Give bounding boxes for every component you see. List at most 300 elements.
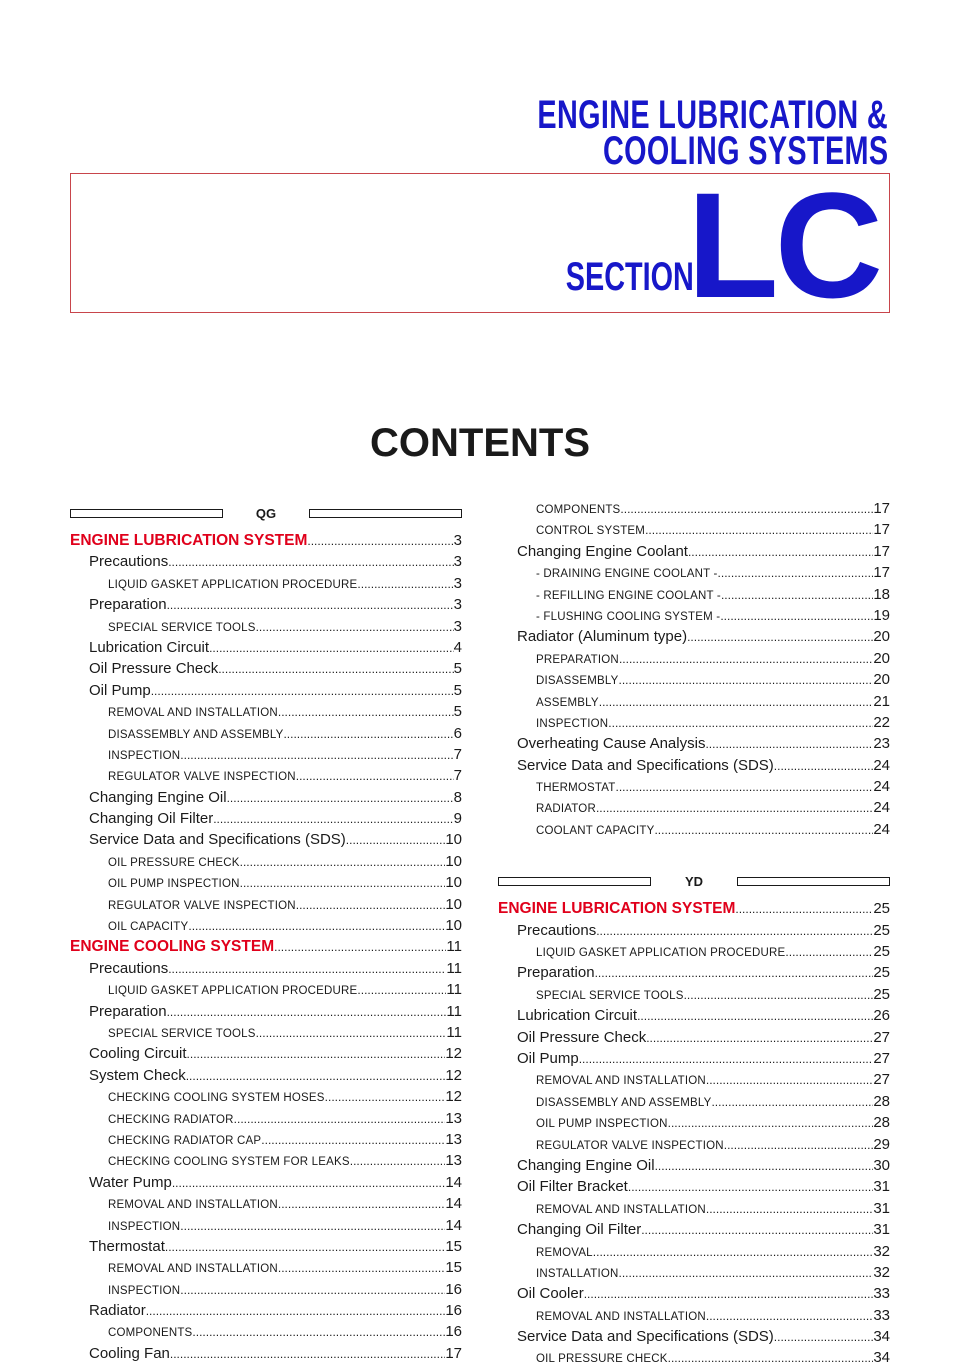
toc-section-entry[interactable] bbox=[70, 1238, 462, 1259]
dot-leader bbox=[167, 598, 454, 612]
toc-subsection-entry[interactable] bbox=[498, 1349, 890, 1370]
toc-entry-title: REMOVAL AND INSTALLATION bbox=[108, 707, 278, 720]
toc-page-number: 32 bbox=[873, 1263, 890, 1281]
toc-page-number: 10 bbox=[445, 852, 462, 870]
manual-title-line-1: ENGINE LUBRICATION & bbox=[537, 93, 888, 137]
dot-leader bbox=[645, 523, 873, 537]
toc-section-entry[interactable] bbox=[70, 1067, 462, 1088]
toc-entry-title: LIQUID GASKET APPLICATION PROCEDURE bbox=[108, 578, 358, 591]
toc-page-number: 16 bbox=[445, 1302, 462, 1320]
dot-leader bbox=[774, 1330, 874, 1344]
dot-leader bbox=[785, 945, 873, 959]
toc-section-entry[interactable] bbox=[70, 831, 462, 852]
toc-subsection-entry[interactable] bbox=[498, 799, 890, 820]
toc-page-number: 11 bbox=[446, 981, 462, 999]
toc-subsection-entry[interactable] bbox=[498, 821, 890, 842]
toc-section-entry[interactable] bbox=[70, 660, 462, 681]
toc-section-entry[interactable] bbox=[70, 1345, 462, 1366]
dot-leader bbox=[296, 898, 446, 912]
dot-leader bbox=[278, 705, 454, 719]
toc-subsection-entry[interactable] bbox=[498, 1264, 890, 1285]
dot-leader bbox=[687, 630, 873, 644]
toc-subsection-entry[interactable] bbox=[498, 714, 890, 735]
toc-subsection-entry[interactable] bbox=[70, 725, 462, 746]
toc-page-number: 4 bbox=[453, 638, 462, 656]
toc-subsection-entry[interactable] bbox=[70, 853, 462, 874]
engine-group-label: QG bbox=[255, 505, 277, 521]
toc-entry-title: CHECKING COOLING SYSTEM HOSES bbox=[108, 1092, 325, 1105]
dot-leader bbox=[256, 1026, 447, 1040]
toc-page-number: 24 bbox=[873, 820, 890, 838]
toc-page-number: 33 bbox=[873, 1285, 890, 1303]
dot-leader bbox=[240, 876, 446, 890]
dot-leader bbox=[165, 1240, 445, 1254]
dot-leader bbox=[180, 748, 453, 762]
toc-section-entry[interactable] bbox=[498, 735, 890, 756]
dot-leader bbox=[168, 962, 446, 976]
toc-section-entry[interactable] bbox=[498, 922, 890, 943]
toc-section-entry[interactable] bbox=[70, 789, 462, 810]
dot-leader bbox=[593, 1245, 874, 1259]
toc-page-number: 34 bbox=[873, 1328, 890, 1346]
toc-entry-title: Lubrication Circuit bbox=[89, 638, 210, 656]
toc-subsection-entry[interactable] bbox=[70, 1024, 462, 1045]
toc-page-number: 12 bbox=[445, 1045, 462, 1063]
toc-entry-title: Lubrication Circuit bbox=[517, 1007, 638, 1025]
toc-page-number: 8 bbox=[453, 788, 462, 806]
toc-page-number: 25 bbox=[873, 900, 890, 918]
toc-page-number: 31 bbox=[873, 1221, 890, 1239]
toc-page-number: 7 bbox=[453, 767, 462, 785]
header-rule bbox=[498, 877, 651, 886]
toc-entry-title: INSPECTION bbox=[536, 717, 609, 730]
dot-leader bbox=[278, 1261, 445, 1275]
toc-entry-title: REMOVAL AND INSTALLATION bbox=[536, 1203, 706, 1216]
toc-page-number: 31 bbox=[873, 1199, 890, 1217]
toc-entry-title: Precautions bbox=[89, 553, 169, 571]
dot-leader bbox=[172, 1176, 446, 1190]
toc-entry-title: Precautions bbox=[89, 959, 169, 977]
toc-page-number: 13 bbox=[445, 1109, 462, 1127]
toc-page-number: 5 bbox=[453, 703, 462, 721]
toc-chapter-entry[interactable] bbox=[498, 900, 890, 921]
toc-entry-title: Oil Pump bbox=[89, 681, 151, 699]
toc-entry-title: Overheating Cause Analysis bbox=[517, 735, 706, 753]
toc-entry-title: OIL PRESSURE CHECK bbox=[536, 1353, 668, 1366]
toc-entry-title: Changing Engine Oil bbox=[517, 1156, 655, 1174]
toc-entry-title: COMPONENTS bbox=[108, 1327, 193, 1340]
dot-leader bbox=[168, 555, 453, 569]
dot-leader bbox=[180, 1219, 445, 1233]
toc-page-number: 10 bbox=[445, 917, 462, 935]
toc-entry-title: DISASSEMBLY AND ASSEMBLY bbox=[536, 1096, 712, 1109]
dot-leader bbox=[180, 1283, 445, 1297]
toc-subsection-entry[interactable] bbox=[70, 1281, 462, 1302]
dot-leader bbox=[170, 1347, 445, 1361]
dot-leader bbox=[620, 502, 873, 516]
toc-section-entry[interactable] bbox=[70, 1003, 462, 1024]
toc-subsection-entry[interactable] bbox=[498, 693, 890, 714]
toc-entry-title: REMOVAL AND INSTALLATION bbox=[536, 1310, 706, 1323]
dot-leader bbox=[688, 545, 873, 559]
toc-section-entry[interactable] bbox=[498, 1157, 890, 1178]
toc-entry-title: CHECKING RADIATOR bbox=[108, 1113, 234, 1126]
toc-page-number: 13 bbox=[445, 1130, 462, 1148]
toc-section-entry[interactable] bbox=[70, 596, 462, 617]
toc-subsection-entry[interactable] bbox=[70, 1217, 462, 1238]
toc-entry-title: ENGINE LUBRICATION SYSTEM bbox=[70, 532, 308, 549]
toc-section-entry[interactable] bbox=[70, 960, 462, 981]
toc-entry-title: SPECIAL SERVICE TOOLS bbox=[108, 621, 256, 634]
toc-subsection-entry[interactable] bbox=[70, 1088, 462, 1109]
toc-entry-title: Radiator bbox=[89, 1302, 146, 1320]
toc-subsection-entry[interactable] bbox=[70, 981, 462, 1002]
toc-entry-title: CHECKING COOLING SYSTEM FOR LEAKS bbox=[108, 1156, 350, 1169]
toc-entry-title: DISASSEMBLY AND ASSEMBLY bbox=[108, 728, 284, 741]
toc-page-number: 34 bbox=[873, 1349, 890, 1367]
toc-page-number: 3 bbox=[453, 532, 462, 549]
toc-entry-title: LIQUID GASKET APPLICATION PROCEDURE bbox=[108, 985, 358, 998]
toc-page-number: 18 bbox=[873, 585, 890, 603]
toc-subsection-entry[interactable] bbox=[498, 671, 890, 692]
toc-subsection-entry[interactable] bbox=[498, 1243, 890, 1264]
toc-subsection-entry[interactable] bbox=[498, 586, 890, 607]
toc-page-number: 27 bbox=[873, 1049, 890, 1067]
toc-section-entry[interactable] bbox=[70, 1045, 462, 1066]
toc-subsection-entry[interactable] bbox=[498, 500, 890, 521]
toc-subsection-entry[interactable] bbox=[70, 874, 462, 895]
toc-subsection-entry[interactable] bbox=[498, 1307, 890, 1328]
toc-entry-title: Oil Pump bbox=[517, 1049, 579, 1067]
toc-entry-title: - DRAINING ENGINE COOLANT - bbox=[536, 568, 718, 581]
toc-subsection-entry[interactable] bbox=[498, 943, 890, 964]
toc-page-number: 12 bbox=[445, 1066, 462, 1084]
toc-page-number: 25 bbox=[873, 985, 890, 1003]
dot-leader bbox=[278, 1197, 445, 1211]
toc-entry-title: ENGINE LUBRICATION SYSTEM bbox=[498, 900, 736, 918]
dot-leader bbox=[187, 1047, 446, 1061]
toc-page-number: 22 bbox=[873, 713, 890, 731]
dot-leader bbox=[641, 1223, 873, 1237]
toc-entry-title: Preparation bbox=[517, 964, 595, 982]
toc-section-entry[interactable] bbox=[498, 1178, 890, 1199]
toc-entry-title: INSPECTION bbox=[108, 1284, 181, 1297]
dot-leader bbox=[296, 769, 454, 783]
toc-entry-title: Service Data and Specifications (SDS) bbox=[517, 1328, 774, 1346]
toc-subsection-entry[interactable] bbox=[70, 1131, 462, 1152]
toc-subsection-entry[interactable] bbox=[498, 986, 890, 1007]
header-rule bbox=[70, 509, 223, 518]
toc-section-entry[interactable] bbox=[70, 639, 462, 660]
dot-leader bbox=[706, 1309, 873, 1323]
toc-subsection-entry[interactable] bbox=[498, 1114, 890, 1135]
toc-page-number: 11 bbox=[446, 1002, 462, 1020]
toc-section-entry[interactable] bbox=[498, 1285, 890, 1306]
toc-entry-title: Oil Pressure Check bbox=[89, 660, 219, 678]
toc-chapter-entry[interactable] bbox=[70, 532, 462, 553]
toc-page-number: 9 bbox=[453, 810, 462, 828]
toc-page-number: 12 bbox=[445, 1088, 462, 1106]
toc-section-entry[interactable] bbox=[498, 964, 890, 985]
toc-entry-title: COOLANT CAPACITY bbox=[536, 824, 655, 837]
toc-page-number: 25 bbox=[873, 964, 890, 982]
dot-leader bbox=[213, 812, 453, 826]
dot-leader bbox=[579, 1052, 874, 1066]
dot-leader bbox=[616, 780, 874, 794]
dot-leader bbox=[357, 983, 446, 997]
toc-page-number: 7 bbox=[453, 745, 462, 763]
toc-entry-title: Radiator (Aluminum type) bbox=[517, 628, 688, 646]
toc-entry-title: OIL PUMP INSPECTION bbox=[536, 1118, 668, 1131]
toc-entry-title: - REFILLING ENGINE COOLANT - bbox=[536, 589, 721, 602]
toc-page-number: 3 bbox=[453, 596, 462, 614]
toc-page-number: 33 bbox=[873, 1306, 890, 1324]
toc-page-number: 19 bbox=[873, 606, 890, 624]
toc-entry-title: SPECIAL SERVICE TOOLS bbox=[108, 1027, 256, 1040]
toc-chapter-entry[interactable] bbox=[70, 938, 462, 959]
dot-leader bbox=[307, 534, 453, 548]
toc-entry-title: REGULATOR VALVE INSPECTION bbox=[108, 899, 296, 912]
contents-heading: CONTENTS bbox=[370, 421, 590, 465]
toc-page-number: 30 bbox=[873, 1156, 890, 1174]
toc-entry-title: OIL CAPACITY bbox=[108, 921, 189, 934]
toc-page-number: 31 bbox=[873, 1178, 890, 1196]
toc-subsection-entry[interactable] bbox=[498, 1200, 890, 1221]
toc-entry-title: REGULATOR VALVE INSPECTION bbox=[108, 771, 296, 784]
toc-entry-title: INSTALLATION bbox=[536, 1267, 619, 1280]
toc-page-number: 28 bbox=[873, 1114, 890, 1132]
toc-entry-title: THERMOSTAT bbox=[536, 782, 616, 795]
toc-page-number: 16 bbox=[445, 1323, 462, 1341]
dot-leader bbox=[188, 919, 445, 933]
dot-leader bbox=[350, 1154, 446, 1168]
dot-leader bbox=[774, 759, 874, 773]
toc-page-number: 23 bbox=[873, 735, 890, 753]
engine-group-header bbox=[498, 870, 890, 892]
toc-entry-title: Oil Pressure Check bbox=[517, 1028, 647, 1046]
toc-entry-title: OIL PUMP INSPECTION bbox=[108, 878, 240, 891]
dot-leader bbox=[668, 1116, 874, 1130]
dot-leader bbox=[705, 737, 873, 751]
toc-entry-title: Service Data and Specifications (SDS) bbox=[517, 756, 774, 774]
section-code: LC bbox=[687, 161, 879, 329]
toc-page-number: 3 bbox=[453, 617, 462, 635]
toc-subsection-entry[interactable] bbox=[70, 1259, 462, 1280]
dot-leader bbox=[595, 966, 874, 980]
toc-page-number: 32 bbox=[873, 1242, 890, 1260]
toc-section-entry[interactable] bbox=[70, 553, 462, 574]
dot-leader bbox=[721, 588, 873, 602]
toc-page-number: 11 bbox=[446, 1023, 462, 1041]
toc-entry-title: Oil Filter Bracket bbox=[517, 1178, 628, 1196]
toc-page-number: 25 bbox=[873, 921, 890, 939]
dot-leader bbox=[706, 1073, 873, 1087]
dot-leader bbox=[227, 791, 454, 805]
toc-section-entry[interactable] bbox=[70, 810, 462, 831]
toc-subsection-entry[interactable] bbox=[70, 703, 462, 724]
toc-page-number: 29 bbox=[873, 1135, 890, 1153]
toc-section-entry[interactable] bbox=[70, 1302, 462, 1323]
toc-entry-title: INSPECTION bbox=[108, 749, 181, 762]
toc-page-number: 14 bbox=[445, 1216, 462, 1234]
toc-entry-title: Changing Oil Filter bbox=[89, 810, 214, 828]
toc-section-entry[interactable] bbox=[498, 1007, 890, 1028]
toc-entry-title: Cooling Circuit bbox=[89, 1045, 187, 1063]
toc-subsection-entry[interactable] bbox=[70, 1195, 462, 1216]
group-spacer bbox=[498, 842, 890, 868]
toc-section-entry[interactable] bbox=[498, 628, 890, 649]
toc-entry-title: SPECIAL SERVICE TOOLS bbox=[536, 989, 684, 1002]
toc-entry-title: Changing Engine Coolant bbox=[517, 542, 688, 560]
toc-entry-title: COMPONENTS bbox=[536, 504, 621, 516]
toc-section-entry[interactable] bbox=[70, 1174, 462, 1195]
toc-column-left bbox=[70, 500, 462, 1366]
toc-subsection-entry[interactable] bbox=[498, 564, 890, 585]
toc-subsection-entry[interactable] bbox=[498, 1136, 890, 1157]
toc-subsection-entry[interactable] bbox=[70, 1152, 462, 1173]
toc-page-number: 20 bbox=[873, 649, 890, 667]
dot-leader bbox=[646, 1031, 873, 1045]
toc-entry-title: REMOVAL bbox=[536, 1246, 593, 1259]
dot-leader bbox=[261, 1133, 445, 1147]
dot-leader bbox=[724, 1138, 874, 1152]
toc-subsection-entry[interactable] bbox=[498, 607, 890, 628]
toc-subsection-entry[interactable] bbox=[70, 1323, 462, 1344]
dot-leader bbox=[608, 716, 873, 730]
dot-leader bbox=[192, 1325, 445, 1339]
toc-section-entry[interactable] bbox=[498, 1221, 890, 1242]
dot-leader bbox=[167, 1005, 447, 1019]
toc-entry-title: CONTROL SYSTEM bbox=[536, 525, 646, 538]
toc-section-entry[interactable] bbox=[498, 1029, 890, 1050]
toc-entry-title: System Check bbox=[89, 1066, 186, 1084]
toc-entry-title: Cooling Fan bbox=[89, 1344, 170, 1362]
dot-leader bbox=[346, 833, 446, 847]
manual-title-line-2: COOLING SYSTEMS bbox=[602, 129, 888, 173]
toc-page-number: 27 bbox=[873, 1028, 890, 1046]
toc-entry-title: Preparation bbox=[89, 596, 167, 614]
header-rule bbox=[737, 877, 890, 886]
toc-page-number: 15 bbox=[445, 1237, 462, 1255]
toc-page-number: 28 bbox=[873, 1092, 890, 1110]
toc-subsection-entry[interactable] bbox=[498, 521, 890, 542]
toc-page-number: 15 bbox=[445, 1259, 462, 1277]
dot-leader bbox=[655, 1159, 874, 1173]
toc-entry-title: PREPARATION bbox=[536, 653, 619, 666]
toc-subsection-entry[interactable] bbox=[70, 618, 462, 639]
toc-entry-title: REGULATOR VALVE INSPECTION bbox=[536, 1139, 724, 1152]
toc-entry-title: Preparation bbox=[89, 1002, 167, 1020]
toc-page-number: 20 bbox=[873, 628, 890, 646]
toc-page-number: 25 bbox=[873, 943, 890, 961]
toc-entry-title: REMOVAL AND INSTALLATION bbox=[108, 1263, 278, 1276]
toc-entry-title: REMOVAL AND INSTALLATION bbox=[536, 1075, 706, 1088]
toc-subsection-entry[interactable] bbox=[70, 746, 462, 767]
toc-page-number: 11 bbox=[446, 959, 462, 977]
toc-page-number: 24 bbox=[873, 799, 890, 817]
toc-entry-title: Thermostat bbox=[89, 1237, 165, 1255]
dot-leader bbox=[684, 988, 874, 1002]
toc-subsection-entry[interactable] bbox=[498, 650, 890, 671]
toc-page-number: 10 bbox=[445, 874, 462, 892]
toc-page-number: 5 bbox=[453, 660, 462, 678]
toc-subsection-entry[interactable] bbox=[498, 1093, 890, 1114]
toc-section-entry[interactable] bbox=[70, 682, 462, 703]
toc-section-entry[interactable] bbox=[498, 543, 890, 564]
toc-subsection-entry[interactable] bbox=[70, 896, 462, 917]
toc-section-entry[interactable] bbox=[498, 1050, 890, 1071]
dot-leader bbox=[718, 566, 874, 580]
header-rule bbox=[309, 509, 462, 518]
toc-entry-title: OIL PRESSURE CHECK bbox=[108, 856, 240, 869]
section-label: SECTION bbox=[565, 255, 694, 299]
toc-entry-title: Precautions bbox=[517, 921, 597, 939]
toc-entry-title: Service Data and Specifications (SDS) bbox=[89, 831, 346, 849]
toc-page-number: 17 bbox=[873, 500, 890, 517]
toc-subsection-entry[interactable] bbox=[70, 767, 462, 788]
toc-page-number: 13 bbox=[445, 1152, 462, 1170]
toc-page-number: 26 bbox=[873, 1007, 890, 1025]
toc-entry-title: Oil Cooler bbox=[517, 1285, 584, 1303]
toc-page-number: 5 bbox=[453, 681, 462, 699]
toc-entry-title: DISASSEMBLY bbox=[536, 675, 619, 688]
dot-leader bbox=[146, 1304, 446, 1318]
toc-entry-title: RADIATOR bbox=[536, 803, 596, 816]
dot-leader bbox=[357, 577, 453, 591]
dot-leader bbox=[628, 1180, 873, 1194]
toc-entry-title: - FLUSHING COOLING SYSTEM - bbox=[536, 610, 721, 623]
dot-leader bbox=[584, 1287, 874, 1301]
dot-leader bbox=[637, 1009, 873, 1023]
toc-page-number: 16 bbox=[445, 1280, 462, 1298]
dot-leader bbox=[209, 641, 454, 655]
dot-leader bbox=[735, 902, 873, 916]
dot-leader bbox=[599, 695, 874, 709]
dot-leader bbox=[619, 1266, 874, 1280]
toc-page-number: 21 bbox=[873, 692, 890, 710]
toc-column-right bbox=[498, 500, 890, 1371]
dot-leader bbox=[218, 662, 453, 676]
toc-entry-title: ENGINE COOLING SYSTEM bbox=[70, 938, 275, 956]
toc-entry-title: Changing Oil Filter bbox=[517, 1221, 642, 1239]
toc-subsection-entry[interactable] bbox=[70, 1110, 462, 1131]
toc-page-number: 6 bbox=[453, 724, 462, 742]
toc-page-number: 11 bbox=[446, 938, 462, 956]
toc-subsection-entry[interactable] bbox=[498, 1071, 890, 1092]
dot-leader bbox=[283, 727, 453, 741]
toc-section-entry[interactable] bbox=[498, 757, 890, 778]
toc-page-number: 17 bbox=[445, 1344, 462, 1362]
dot-leader bbox=[240, 855, 446, 869]
toc-subsection-entry[interactable] bbox=[498, 778, 890, 799]
dot-leader bbox=[596, 924, 873, 938]
dot-leader bbox=[619, 673, 874, 687]
dot-leader bbox=[256, 620, 454, 634]
dot-leader bbox=[654, 823, 873, 837]
toc-subsection-entry[interactable] bbox=[70, 575, 462, 596]
toc-subsection-entry[interactable] bbox=[70, 917, 462, 938]
dot-leader bbox=[234, 1112, 446, 1126]
toc-entry-title: REMOVAL AND INSTALLATION bbox=[108, 1199, 278, 1212]
dot-leader bbox=[668, 1351, 874, 1365]
toc-page-number: 3 bbox=[453, 574, 462, 592]
toc-entry-title: CHECKING RADIATOR CAP bbox=[108, 1134, 262, 1147]
toc-page-number: 14 bbox=[445, 1173, 462, 1191]
toc-page-number: 17 bbox=[873, 521, 890, 539]
dot-leader bbox=[274, 940, 446, 954]
toc-entry-title: INSPECTION bbox=[108, 1220, 181, 1233]
toc-section-entry[interactable] bbox=[498, 1328, 890, 1349]
